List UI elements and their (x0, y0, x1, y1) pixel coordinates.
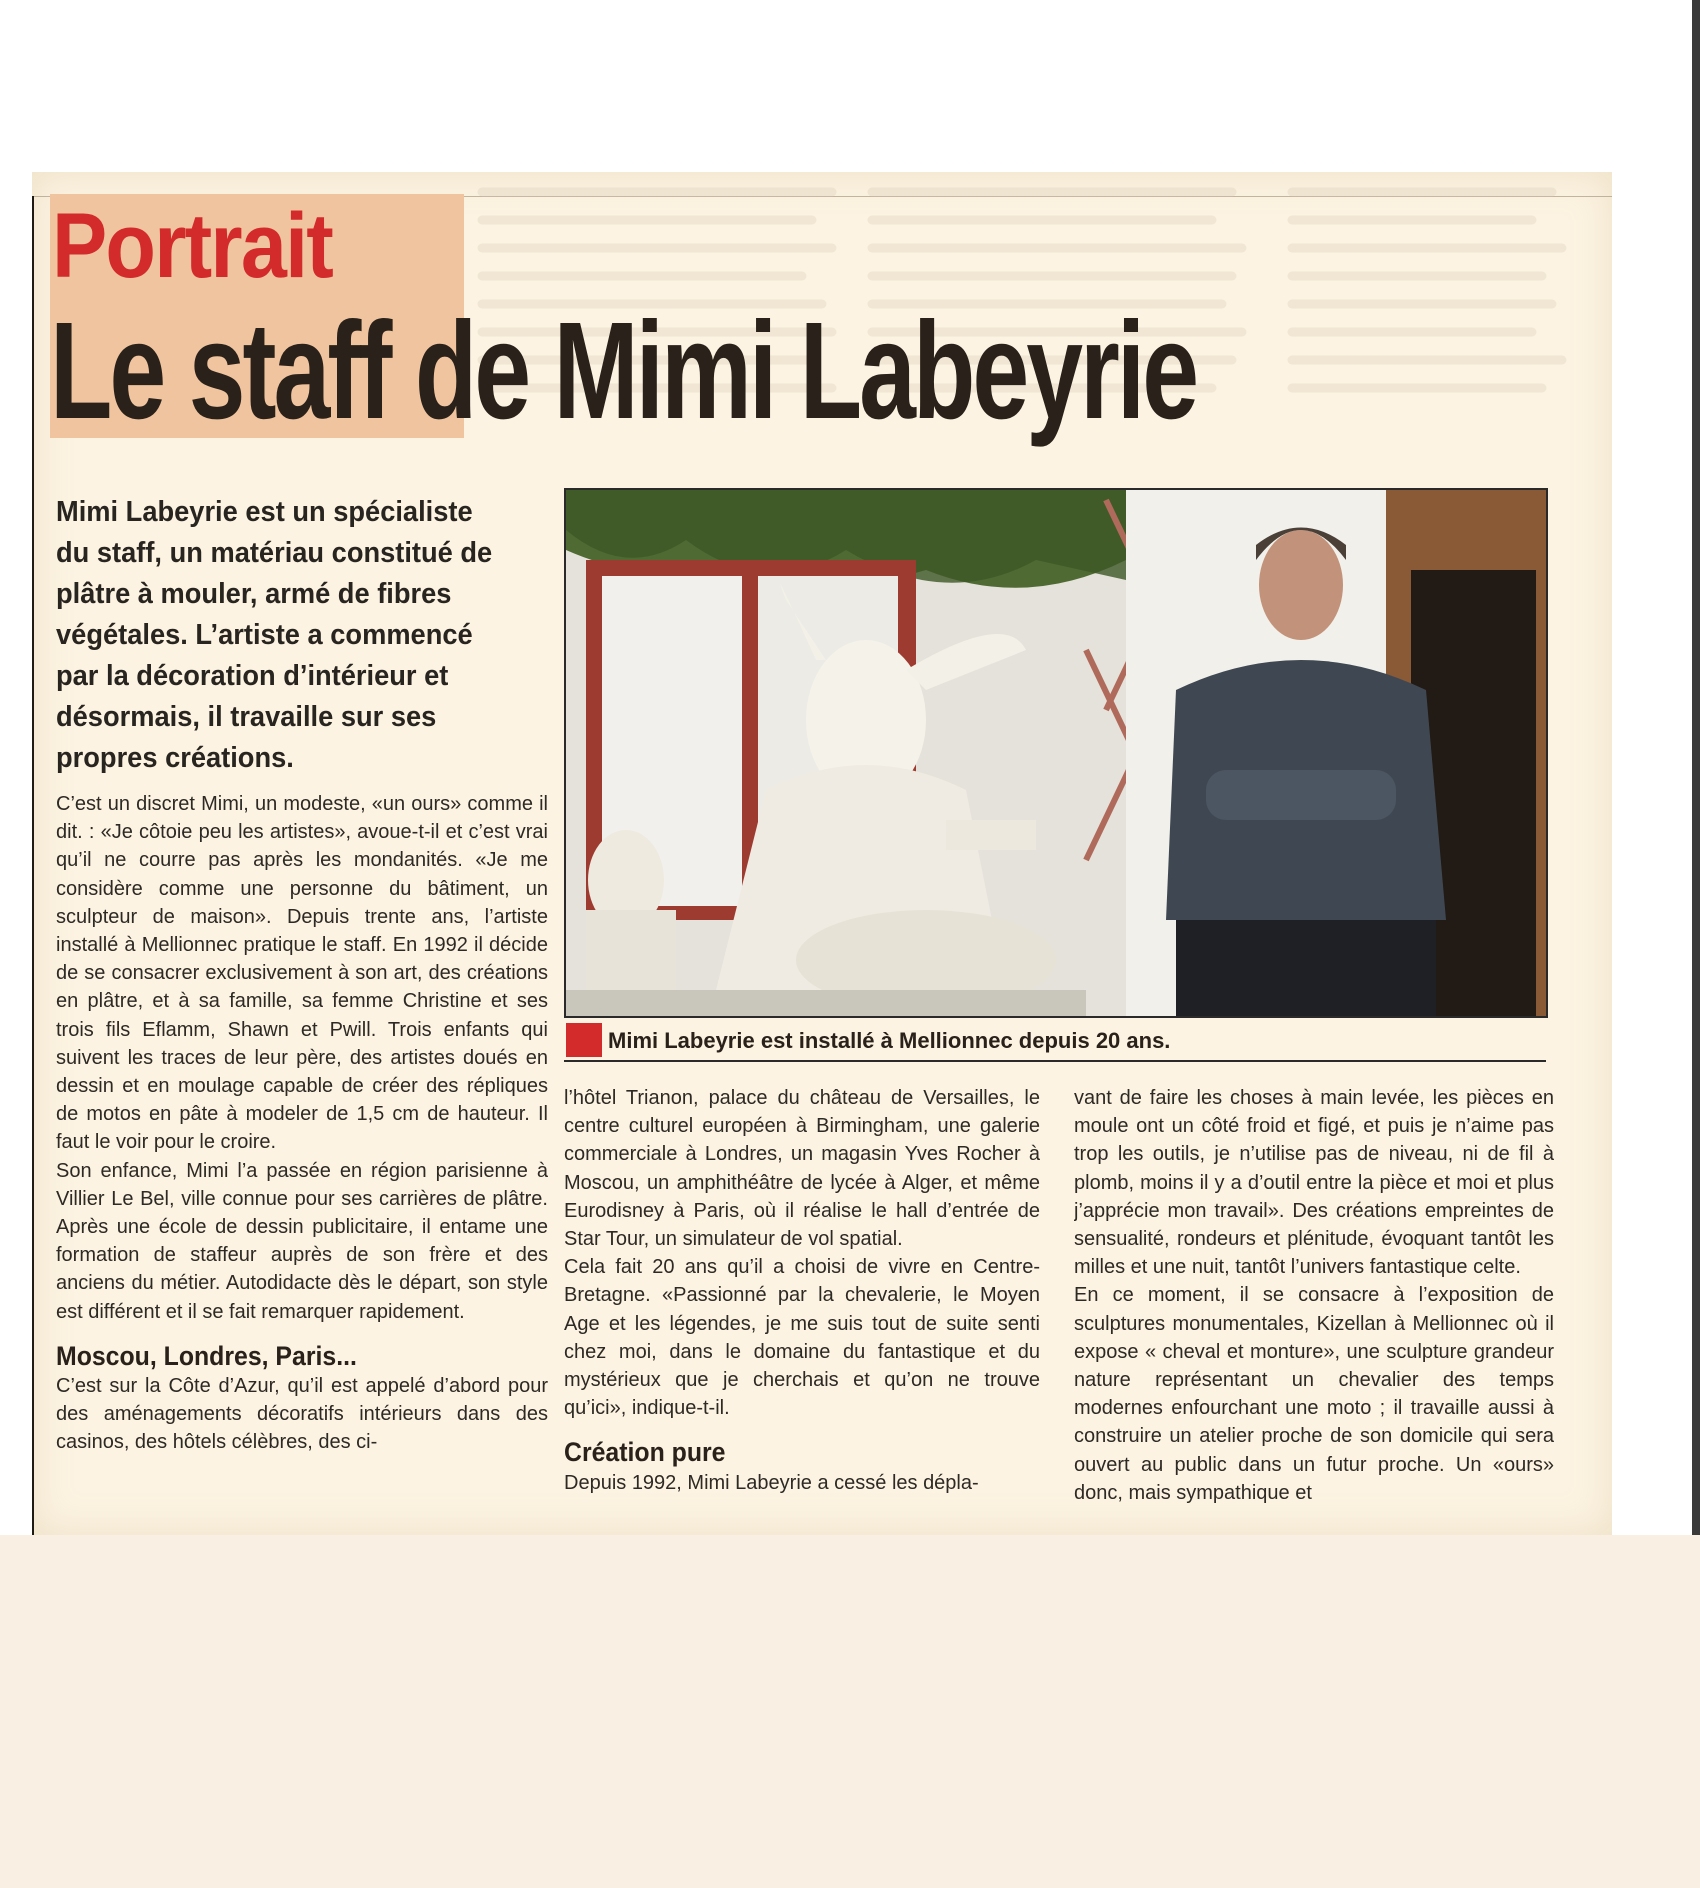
paragraph: Son enfance, Mimi l’a passée en région parisienne à Villier Le Bel, ville connue pour ses carrières de plâtre. Après une école de dessin publicitaire, il entame une formation de staffeur auprès de son frère et des anciens du métier. Autodidacte dès le départ, son style est différent et il se fait remarquer rapidement. (56, 1159, 548, 1323)
article-column-2 (564, 1084, 1040, 1534)
paragraph: vant de faire les choses à main levée, les pièces en moule ont un côté froid et figé, et puis je n’aime pas trop les outils, je n’utilise pas de niveau, ni de fil à plomb, moins il y a d’outil entre la pièce et moi et plus j’apprécie mon travail». Des créations empreintes de sensualité, rondeurs et plénitude, évoquant tantôt les milles et une nuit, tantôt l’univers fantastique celte. (1074, 1087, 1554, 1279)
paragraph: Cela fait 20 ans qu’il a choisi de vivre en Centre-Bretagne. «Passionné par la chevalerie, le Moyen Age et les légendes, je me suis tout de suite senti chez moi, dans le domaine du fantastique et du mystérieux que je cherchais et qu’on ne trouve qu’ici», indique-t-il. (564, 1256, 1040, 1420)
caption-rule (564, 1060, 1546, 1062)
paragraph: En ce moment, il se consacre à l’exposition de sculptures monumentales, Kizellan à Mellionnec où il expose « cheval et monture», une sculpture grandeur nature représentant un chevalier des temps modernes enfourchant une moto ; il travaille aussi à construire un atelier proche de son domicile qui sera ouvert au public dans un futur proche. Un «ours» donc, mais sympathique et (1074, 1284, 1554, 1504)
scanner-edge (1692, 0, 1700, 1535)
photo-illustration (566, 490, 1546, 1016)
article-column-3 (1074, 1084, 1554, 1534)
newspaper-clipping (32, 172, 1612, 1535)
paragraph: C’est un discret Mimi, un modeste, «un ours» comme il dit. : «Je côtoie peu les artistes», avoue-t-il et c’est vrai qu’il ne courre pas après les mondanités. «Je me considère comme une personne du bâtiment, un sculpteur de maison». Depuis trente ans, l’artiste installé à Mellionnec pratique le staff. En 1992 il décide de se consacrer exclusivement à son art, des créations en plâtre, et à sa famille, sa femme Christine et ses trois fils Eflamm, Shawn et Pwill. Trois enfants qui suivent les traces de leur père, des artistes doués en dessin et en moulage capable de créer des répliques de motos en pâte à modeler de 1,5 cm de hauteur. Il faut le voir pour le croire. (56, 793, 548, 1154)
paragraph: l’hôtel Trianon, palace du château de Versailles, le centre culturel européen à Birmingham, une galerie commerciale à Londres, un magasin Yves Rocher à Moscou, un amphithéâtre de lycée à Alger, et même Eurodisney à Paris, où il réalise le hall d’entrée de Star Tour, un simulateur de vol spatial. (564, 1087, 1040, 1251)
subheading: Création pure (564, 1437, 726, 1468)
section-kicker: Portrait (52, 195, 333, 297)
article-photo (564, 488, 1548, 1018)
clipping-left-rule (32, 196, 34, 1535)
article-lead: Mimi Labeyrie est un spécialiste du staff, un matériau constitué de plâtre à mouler, armé de fibres végétales. L’artiste a commencé par la décoration d’intérieur et désormais, il travaille sur ses propres créations. (56, 496, 493, 774)
photo-caption: Mimi Labeyrie est installé à Mellionnec depuis 20 ans. (608, 1028, 1171, 1053)
article-column-1 (56, 790, 548, 1535)
paragraph: Depuis 1992, Mimi Labeyrie a cessé les dépla- (564, 1471, 979, 1494)
scan-background (0, 1535, 1700, 1888)
subheading: Moscou, Londres, Paris... (56, 1340, 357, 1371)
article-headline: Le staff de Mimi Labeyrie (50, 294, 1197, 448)
paragraph: C’est sur la Côte d’Azur, qu’il est appelé d’abord pour des aménagements décoratifs intérieurs dans des casinos, des hôtels célèbres, des ci- (56, 1375, 548, 1454)
caption-marker (566, 1023, 602, 1057)
